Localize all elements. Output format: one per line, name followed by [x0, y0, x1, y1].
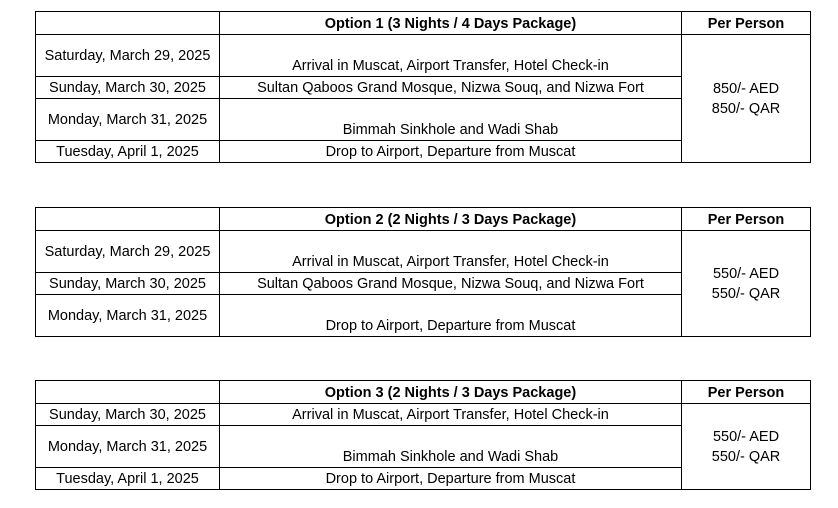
activity-cell: Drop to Airport, Departure from Muscat	[220, 141, 682, 163]
price-cell	[682, 231, 811, 337]
price-aed: 850/- AED	[712, 80, 780, 97]
table-header-row	[36, 208, 811, 231]
table-row	[36, 404, 811, 426]
activity-cell: Arrival in Muscat, Airport Transfer, Hotel Check-in	[220, 35, 682, 77]
date-cell: Monday, March 31, 2025	[36, 99, 220, 141]
package-title: Option 2 (2 Nights / 3 Days Package)	[220, 208, 682, 231]
date-cell: Sunday, March 30, 2025	[36, 404, 220, 426]
activity-cell: Drop to Airport, Departure from Muscat	[220, 468, 682, 490]
price-aed: 550/- AED	[712, 265, 780, 282]
price-qar: 550/- QAR	[711, 285, 781, 302]
package-title: Option 3 (2 Nights / 3 Days Package)	[220, 381, 682, 404]
activity-cell: Bimmah Sinkhole and Wadi Shab	[220, 99, 682, 141]
per-person-header: Per Person	[682, 12, 811, 35]
date-cell: Sunday, March 30, 2025	[36, 77, 220, 99]
table-header-row	[36, 381, 811, 404]
date-cell: Monday, March 31, 2025	[36, 295, 220, 337]
date-cell: Tuesday, April 1, 2025	[36, 141, 220, 163]
package-title: Option 1 (3 Nights / 4 Days Package)	[220, 12, 682, 35]
date-cell: Monday, March 31, 2025	[36, 426, 220, 468]
activity-cell: Drop to Airport, Departure from Muscat	[220, 295, 682, 337]
price-cell	[682, 35, 811, 163]
activity-cell: Sultan Qaboos Grand Mosque, Nizwa Souq, and Nizwa Fort	[220, 77, 682, 99]
package-table-option-2	[35, 207, 811, 337]
package-table-option-1	[35, 11, 811, 163]
price-aed: 550/- AED	[712, 428, 780, 445]
price-cell	[682, 404, 811, 490]
header-date-cell	[36, 381, 220, 404]
header-date-cell	[36, 208, 220, 231]
per-person-header: Per Person	[682, 381, 811, 404]
table-header-row	[36, 12, 811, 35]
date-cell: Saturday, March 29, 2025	[36, 231, 220, 273]
table-row	[36, 231, 811, 273]
date-cell: Tuesday, April 1, 2025	[36, 468, 220, 490]
header-date-cell	[36, 12, 220, 35]
activity-cell: Arrival in Muscat, Airport Transfer, Hotel Check-in	[220, 231, 682, 273]
activity-cell: Sultan Qaboos Grand Mosque, Nizwa Souq, and Nizwa Fort	[220, 273, 682, 295]
date-cell: Sunday, March 30, 2025	[36, 273, 220, 295]
per-person-header: Per Person	[682, 208, 811, 231]
activity-cell: Bimmah Sinkhole and Wadi Shab	[220, 426, 682, 468]
activity-cell: Arrival in Muscat, Airport Transfer, Hotel Check-in	[220, 404, 682, 426]
table-row	[36, 35, 811, 77]
price-qar: 850/- QAR	[711, 100, 781, 117]
price-qar: 550/- QAR	[711, 448, 781, 465]
package-table-option-3	[35, 380, 811, 490]
date-cell: Saturday, March 29, 2025	[36, 35, 220, 77]
